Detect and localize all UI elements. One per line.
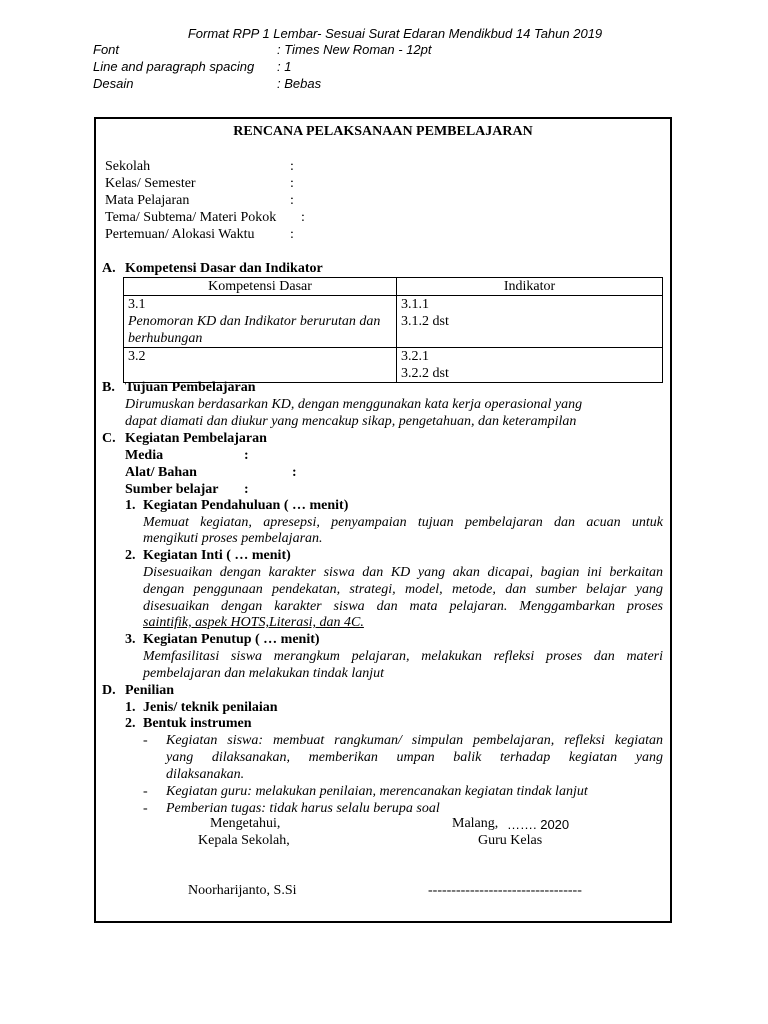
table-row <box>124 348 663 383</box>
format-row-value: : 1 <box>277 59 292 74</box>
indikator-item: 3.1.2 dst <box>401 314 449 329</box>
format-row-key: Desain <box>93 76 134 91</box>
signature-date: ……. 2020 <box>507 817 570 832</box>
signature-guru-kelas: Guru Kelas <box>478 833 543 848</box>
table-header-row <box>124 278 663 296</box>
step-number: 1. <box>125 700 136 715</box>
signature-kepala-sekolah: Kepala Sekolah, <box>198 833 290 848</box>
signature-teacher-name: --------------------------------- <box>428 883 582 898</box>
step-desc-line: mengikuti proses pembelajaran. <box>143 531 323 546</box>
identity-colon: : <box>290 159 294 174</box>
document-title: RENCANA PELAKSANAAN PEMBELAJARAN <box>233 124 533 139</box>
indikator-item: 3.2.1 <box>401 349 429 364</box>
step-desc-line: dengan penggunaan pendekatan, strategi, model, metode, dan sumber belajar yang <box>143 582 663 597</box>
identity-colon: : <box>301 210 305 225</box>
format-row-value: : Times New Roman - 12pt <box>277 42 432 57</box>
step-desc-line: Memuat kegiatan, apresepsi, penyampaian tujuan pembelajaran dan acuan untuk <box>143 515 663 530</box>
penilaian-item-title: Bentuk instrumen <box>143 716 252 731</box>
penilaian-item-title: Jenis/ teknik penilaian <box>143 700 278 715</box>
identity-label: Kelas/ Semester <box>105 176 196 191</box>
table-header-indikator: Indikator <box>397 278 663 296</box>
alat-bahan-label: Alat/ Bahan <box>125 465 197 480</box>
bullet-text-line: yang dilaksanakan, memberikan umpan balik terhadap kegiatan yang <box>166 750 663 765</box>
bullet-text-line: Kegiatan guru: melakukan penilaian, merencanakan kegiatan tindak lanjut <box>166 784 588 799</box>
step-desc-line: pembelajaran dan melakukan tindak lanjut <box>143 666 385 681</box>
signature-principal-name: Noorharijanto, S.Si <box>188 883 297 898</box>
bullet-dash: - <box>143 784 148 799</box>
bullet-dash: - <box>143 733 148 748</box>
step-title: Kegiatan Inti ( … menit) <box>143 548 291 563</box>
identity-colon: : <box>290 227 294 242</box>
kd-number: 3.2 <box>128 349 146 364</box>
media-colon: : <box>244 448 249 463</box>
identity-colon: : <box>290 176 294 191</box>
signature-mengetahui: Mengetahui, <box>210 816 281 831</box>
bullet-text-line: dilaksanakan. <box>166 767 245 782</box>
identity-label: Pertemuan/ Alokasi Waktu <box>105 227 255 242</box>
step-number: 2. <box>125 716 136 731</box>
identity-label: Mata Pelajaran <box>105 193 190 208</box>
kd-number: 3.1 <box>128 297 146 312</box>
identity-label: Tema/ Subtema/ Materi Pokok <box>105 210 277 225</box>
section-d-heading: Penilian <box>125 683 175 698</box>
table-header-kd: Kompetensi Dasar <box>124 278 397 296</box>
step-desc-line: Memfasilitasi siswa merangkum pelajaran, melakukan refleksi proses dan materi <box>143 649 663 664</box>
step-desc-line: Disesuaikan dengan karakter siswa dan KD yang akan dicapai, bagian ini berkaitan <box>143 565 663 580</box>
indikator-cell <box>397 348 663 383</box>
step-number: 2. <box>125 548 136 563</box>
step-number: 3. <box>125 632 136 647</box>
indikator-cell <box>397 296 663 348</box>
section-b-heading: Tujuan Pembelajaran <box>125 380 256 395</box>
indikator-item: 3.2.2 dst <box>401 366 449 381</box>
sumber-belajar-colon: : <box>244 482 249 497</box>
bullet-text-line: Pemberian tugas: tidak harus selalu berupa soal <box>166 801 440 816</box>
format-row-value: : Bebas <box>277 76 322 91</box>
section-c-heading: Kegiatan Pembelajaran <box>125 431 267 446</box>
step-number: 1. <box>125 498 136 513</box>
media-label: Media <box>125 448 164 463</box>
section-a-marker: A. <box>102 261 116 276</box>
bullet-dash: - <box>143 801 148 816</box>
step-desc-line: saintifik, aspek HOTS,Literasi, dan 4C. <box>143 615 364 630</box>
kd-indicator-table <box>123 277 663 383</box>
sumber-belajar-label: Sumber belajar <box>125 482 219 497</box>
kd-cell <box>124 296 397 348</box>
tujuan-text-line: dapat diamati dan diukur yang mencakup sikap, pengetahuan, dan keterampilan <box>125 414 577 429</box>
format-note-title: Format RPP 1 Lembar- Sesuai Surat Edaran Mendikbud 14 Tahun 2019 <box>187 26 603 41</box>
indikator-item: 3.1.1 <box>401 297 429 312</box>
alat-bahan-colon: : <box>292 465 297 480</box>
section-a-heading: Kompetensi Dasar dan Indikator <box>125 261 323 276</box>
signature-place: Malang, <box>452 816 499 831</box>
section-d-marker: D. <box>102 683 116 698</box>
table-row <box>124 296 663 348</box>
step-desc-line: disesuaikan dengan karakter siswa dan mata pelajaran. Menggambarkan proses <box>143 599 663 614</box>
identity-label: Sekolah <box>105 159 151 174</box>
step-title: Kegiatan Penutup ( … menit) <box>143 632 320 647</box>
format-row-key: Line and paragraph spacing <box>93 59 255 74</box>
section-b-marker: B. <box>102 380 115 395</box>
kd-cell <box>124 348 397 383</box>
step-title: Kegiatan Pendahuluan ( … menit) <box>143 498 349 513</box>
format-row-key: Font <box>93 42 120 57</box>
bullet-text-line: Kegiatan siswa: membuat rangkuman/ simpulan pembelajaran, refleksi kegiatan <box>166 733 663 748</box>
tujuan-text-line: Dirumuskan berdasarkan KD, dengan menggunakan kata kerja operasional yang <box>125 397 583 412</box>
section-c-marker: C. <box>102 431 116 446</box>
kd-text: Penomoran KD dan Indikator berurutan dan berhubungan <box>128 314 381 346</box>
identity-colon: : <box>290 193 294 208</box>
